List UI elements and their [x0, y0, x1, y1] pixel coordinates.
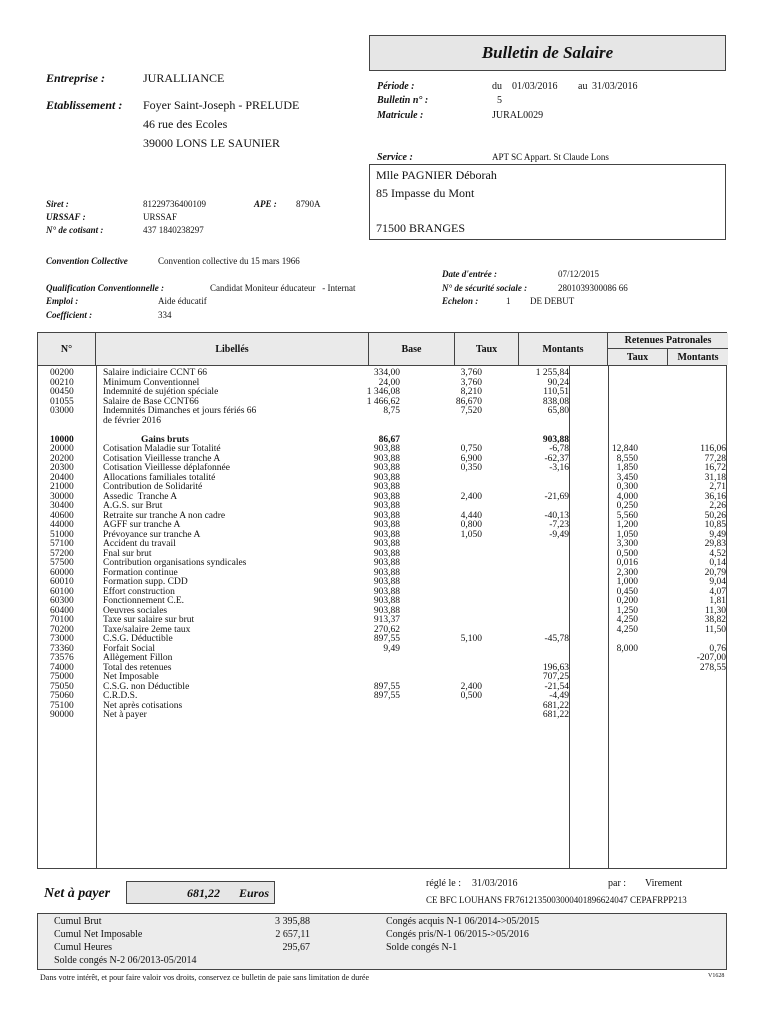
cell-mont: -62,37 [544, 453, 569, 464]
cell-lib: Effort construction [103, 586, 175, 597]
header-retenues-taux: Taux [608, 349, 668, 365]
cell-code: 75000 [50, 672, 74, 682]
table-row [38, 540, 728, 549]
cell-lib: Salaire de Base CCNT66 [103, 396, 199, 407]
cell-lib: Formation continue [103, 567, 178, 578]
cell-taux: 2,400 [460, 491, 482, 502]
etablissement-label: Etablissement : [46, 98, 123, 112]
cell-lib: Indemnité de sujétion spéciale [103, 387, 219, 397]
cell-base: 897,55 [373, 691, 400, 701]
cell-base: 903,88 [373, 463, 400, 473]
cell-lib: Cotisation Vieillesse déplafonnée [103, 463, 230, 473]
cell-base: 1 346,08 [366, 387, 400, 397]
cell-lib: Assedic Tranche A [103, 491, 178, 502]
cell-lib: Minimum Conventionnel [103, 377, 200, 388]
cell-lib: Total des retenues [103, 662, 172, 673]
salarie-name: Mlle PAGNIER Déborah [376, 168, 497, 182]
cell-lib: Allègement Fillon [103, 653, 173, 663]
etablissement-line-3: 39000 LONS LE SAUNIER [143, 136, 280, 150]
regle-value: 31/03/2016 [472, 878, 518, 889]
cell-code: 73000 [50, 634, 74, 644]
cell-code: 01055 [50, 396, 74, 407]
cell-lib: Gains bruts [103, 434, 189, 445]
emploi-value: Aide éducatif [158, 296, 207, 306]
cell-code: 51000 [50, 529, 74, 540]
cell-code: 00450 [50, 387, 74, 397]
salarie-street: 85 Impasse du Mont [376, 186, 475, 200]
cell-rtaux: 1,850 [616, 463, 638, 473]
qualification-label: Qualification Conventionnelle : [46, 283, 165, 293]
table-row [38, 407, 728, 416]
cell-base: 903,88 [373, 501, 400, 511]
cell-lib: Net après cotisations [103, 700, 183, 711]
table-row [38, 369, 728, 378]
par-label: par : [608, 878, 627, 889]
cell-base: 334,00 [373, 368, 400, 378]
cell-rmont: 11,30 [704, 605, 726, 616]
service-value: APT SC Appart. St Claude Lons [492, 152, 609, 162]
cell-code: 20300 [50, 463, 74, 473]
cell-code: 21000 [50, 482, 74, 492]
cell-code: 20200 [50, 453, 74, 464]
cell-rmont: 1,81 [709, 596, 726, 606]
etablissement-line-1: Foyer Saint-Joseph - PRELUDE [143, 98, 300, 112]
table-row [38, 426, 728, 435]
cell-lib: Fonctionnement C.E. [103, 596, 185, 606]
convention-label: Convention Collective [46, 256, 128, 266]
siret-value: 81229736400109 [143, 199, 206, 209]
header-retenues: Retenues Patronales [608, 333, 728, 349]
cell-rmont: 31,18 [704, 472, 726, 483]
cell-base: 903,88 [373, 548, 400, 559]
cell-rtaux: 0,250 [616, 501, 638, 511]
cell-lib: Prévoyance sur tranche A [103, 529, 201, 540]
cell-mont: -45,78 [544, 634, 569, 644]
footer-note: Dans votre intérêt, et pour faire valoir vos droits, conservez ce bulletin de paie sans limitation de durée [40, 973, 369, 982]
cell-base: 903,88 [373, 520, 400, 530]
periode-du-label: du [492, 81, 502, 92]
cell-mont: 681,22 [542, 710, 569, 720]
cell-code: 73576 [50, 653, 74, 663]
table-row [38, 578, 728, 587]
table-row [38, 597, 728, 606]
cell-base: 1 466,62 [366, 396, 400, 407]
cell-lib: de février 2016 [103, 415, 162, 426]
cell-rtaux: 3,450 [616, 472, 638, 483]
cell-mont: -6,78 [549, 444, 569, 454]
cell-base: 903,88 [373, 472, 400, 483]
cell-rmont: 4,52 [709, 548, 726, 559]
cotisant-label: N° de cotisant : [46, 225, 104, 235]
cell-rmont: 2,26 [709, 501, 726, 511]
cell-taux: 8,210 [460, 387, 482, 397]
cell-mont: 196,63 [542, 662, 569, 673]
cell-taux: 86,670 [455, 396, 482, 407]
cell-base: 903,88 [373, 539, 400, 549]
cell-lib: Cotisation Maladie sur Totalité [103, 444, 221, 454]
cell-rtaux: 8,000 [616, 643, 638, 654]
cell-mont: -21,69 [544, 491, 569, 502]
table-row [38, 616, 728, 625]
cell-mont: 1 255,84 [535, 368, 569, 378]
cell-lib: Net Imposable [103, 672, 159, 682]
payslip-table [37, 332, 727, 869]
cell-lib: Salaire indiciaire CCNT 66 [103, 368, 208, 378]
bank-details: CE BFC LOUHANS FR7612135003000401896624047 CEPAFRPP213 [426, 895, 687, 905]
cumul-net-label: Cumul Net Imposable [54, 929, 143, 940]
periode-au: 31/03/2016 [592, 81, 638, 92]
cell-rtaux: 8,550 [616, 453, 638, 464]
cell-rmont: 4,07 [709, 586, 726, 597]
conges-acquis: Congés acquis N-1 06/2014->05/2015 [386, 916, 540, 927]
cell-taux: 4,440 [460, 510, 482, 521]
cell-rtaux: 0,500 [616, 548, 638, 559]
echelon-value: 1 [506, 296, 511, 306]
cell-base: 903,88 [373, 567, 400, 578]
secu-value: 2801039300086 66 [558, 283, 628, 293]
ape-label: APE : [254, 199, 277, 209]
cell-rmont: 11,50 [704, 624, 726, 635]
cell-base: 903,88 [373, 444, 400, 454]
cell-lib: AGFF sur tranche A [103, 520, 181, 530]
cell-mont: -7,23 [549, 520, 569, 530]
cell-base: 903,88 [373, 453, 400, 464]
cell-rmont: 10,85 [704, 520, 726, 530]
solde-conges-n2: Solde congés N-2 06/2013-05/2014 [54, 955, 197, 966]
qualification-value: Candidat Moniteur éducateur - Internat [210, 283, 356, 293]
cell-mont: -3,16 [549, 463, 569, 473]
entreprise-value: JURALLIANCE [143, 71, 225, 85]
cell-lib: Accident du travail [103, 539, 176, 549]
cell-lib: Contribution organisations syndicales [103, 558, 247, 568]
cell-rtaux: 1,250 [616, 605, 638, 616]
cumul-brut-value: 3 395,88 [275, 916, 310, 927]
cell-taux: 6,900 [460, 453, 482, 464]
cell-base: 903,88 [373, 596, 400, 606]
table-row [38, 445, 728, 454]
salarie-city: 71500 BRANGES [376, 221, 466, 235]
periode-du: 01/03/2016 [512, 81, 558, 92]
cell-rtaux: 1,050 [616, 529, 638, 540]
cell-mont: -21,54 [544, 681, 569, 692]
cell-lib: Taxe/salaire 2eme taux [103, 624, 191, 635]
cell-lib: Indemnités Dimanches et jours fériés 66 [103, 406, 257, 416]
cell-code: 40600 [50, 510, 74, 521]
matricule-label: Matricule : [377, 110, 424, 121]
cell-rtaux: 0,016 [616, 558, 638, 568]
cell-lib: A.G.S. sur Brut [103, 501, 163, 511]
cell-mont: 903,88 [542, 434, 569, 445]
cell-code: 60000 [50, 567, 74, 578]
echelon-label: Echelon : [442, 296, 479, 306]
cell-lib: Taxe sur salaire sur brut [103, 615, 195, 625]
cell-rtaux: 4,250 [616, 624, 638, 635]
table-row [38, 673, 728, 682]
cumuls-box [37, 913, 727, 970]
conges-pris: Congés pris/N-1 06/2015->05/2016 [386, 929, 529, 940]
cell-code: 70100 [50, 615, 74, 625]
cell-taux: 5,100 [460, 634, 482, 644]
cumul-net-value: 2 657,11 [275, 929, 310, 940]
cell-rmont: 50,26 [704, 510, 726, 521]
matricule-value: JURAL0029 [492, 110, 544, 121]
service-label: Service : [377, 152, 413, 163]
cumul-brut-label: Cumul Brut [54, 916, 102, 927]
cell-mont: 65,80 [547, 406, 569, 416]
cell-mont: 707,25 [542, 672, 569, 682]
cell-code: 90000 [50, 710, 74, 720]
date-entree-value: 07/12/2015 [558, 269, 600, 279]
urssaf-label: URSSAF : [46, 212, 86, 222]
cell-rtaux: 4,250 [616, 615, 638, 625]
cell-lib: C.R.D.S. [103, 691, 138, 701]
cell-rmont: 9,04 [709, 577, 726, 587]
cell-code: 20000 [50, 444, 74, 454]
cell-rmont: 16,72 [704, 463, 726, 473]
cell-rtaux: 4,000 [616, 491, 638, 502]
secu-label: N° de sécurité sociale : [442, 283, 528, 293]
cell-mont: 110,51 [543, 387, 569, 397]
bulletin-value: 5 [497, 95, 502, 106]
table-row [38, 388, 728, 397]
periode-label: Période : [377, 81, 415, 92]
cell-rtaux: 3,300 [616, 539, 638, 549]
cell-rtaux: 12,840 [611, 444, 638, 454]
cell-code: 73360 [50, 643, 74, 654]
cell-lib: Fnal sur brut [103, 548, 152, 559]
cell-lib: Formation supp. CDD [103, 577, 188, 587]
cotisant-value: 437 1840238297 [143, 225, 204, 235]
periode-au-label: au [578, 81, 588, 92]
cell-code: 57100 [50, 539, 74, 549]
cell-lib: Allocations familiales totalité [103, 472, 216, 483]
cell-code: 10000 [50, 434, 74, 445]
header-retenues-montants: Montants [668, 349, 728, 365]
regle-label: réglé le : [426, 878, 461, 889]
cell-code: 03000 [50, 406, 74, 416]
cell-rmont: 2,71 [709, 482, 726, 492]
table-row [38, 483, 728, 492]
cell-base: 8,75 [383, 406, 400, 416]
echelon-value2: DE DEBUT [530, 296, 575, 306]
cell-code: 75060 [50, 691, 74, 701]
cell-rmont: 9,49 [709, 529, 726, 540]
table-row [38, 711, 728, 720]
coefficient-label: Coefficient : [46, 310, 93, 320]
cell-taux: 3,760 [460, 368, 482, 378]
header-taux: Taux [455, 333, 519, 365]
cell-code: 57200 [50, 548, 74, 559]
cell-base: 9,49 [383, 643, 400, 654]
cell-lib: Forfait Social [103, 643, 155, 654]
net-value: 681,22 [187, 886, 220, 900]
header-n: N° [38, 333, 96, 365]
cell-code: 30000 [50, 491, 74, 502]
net-unit: Euros [239, 886, 270, 900]
cell-base: 897,55 [373, 681, 400, 692]
cell-code: 75100 [50, 700, 74, 711]
cell-rmont: 278,55 [699, 662, 726, 673]
urssaf-value: URSSAF [143, 212, 178, 222]
table-row [38, 559, 728, 568]
cell-mont: -9,49 [549, 529, 569, 540]
cell-base: 24,00 [378, 377, 400, 388]
cell-base: 903,88 [373, 586, 400, 597]
cell-rtaux: 2,300 [616, 567, 638, 578]
ape-value: 8790A [296, 199, 321, 209]
etablissement-line-2: 46 rue des Ecoles [143, 117, 228, 131]
version-tag: V1628 [708, 973, 725, 979]
cell-code: 20400 [50, 472, 74, 483]
entreprise-label: Entreprise : [46, 71, 106, 85]
cell-code: 60300 [50, 596, 74, 606]
cell-base: 903,88 [373, 482, 400, 492]
cell-mont: -4,49 [549, 691, 569, 701]
table-row [38, 417, 728, 426]
bulletin-label: Bulletin n° : [377, 95, 429, 106]
cell-rmont: 36,16 [704, 491, 726, 502]
cell-code: 00210 [50, 377, 74, 388]
cell-base: 897,55 [373, 634, 400, 644]
cell-base: 903,88 [373, 529, 400, 540]
convention-value: Convention collective du 15 mars 1966 [158, 256, 300, 266]
cell-mont: -40,13 [544, 510, 569, 521]
header-libelles: Libellés [96, 333, 369, 365]
cell-rtaux: 0,450 [616, 586, 638, 597]
salarie-address-box [369, 164, 726, 240]
table-row [38, 692, 728, 701]
cell-lib: Retraite sur tranche A non cadre [103, 510, 226, 521]
table-row [38, 521, 728, 530]
cell-code: 60010 [50, 577, 74, 587]
cell-base: 903,88 [373, 605, 400, 616]
cumul-heures-label: Cumul Heures [54, 942, 113, 953]
cell-rmont: 77,28 [704, 453, 726, 464]
cell-rtaux: 1,200 [616, 520, 638, 530]
emploi-label: Emploi : [46, 296, 79, 306]
cell-code: 74000 [50, 662, 74, 673]
cell-taux: 0,350 [460, 463, 482, 473]
cell-base: 903,88 [373, 491, 400, 502]
siret-label: Siret : [46, 199, 69, 209]
table-row [38, 654, 728, 663]
cell-taux: 2,400 [460, 681, 482, 692]
cell-rmont: 0,76 [709, 643, 726, 654]
cell-rtaux: 0,200 [616, 596, 638, 606]
cell-taux: 0,500 [460, 691, 482, 701]
cell-base: 86,67 [378, 434, 400, 445]
cell-lib: C.S.G. non Déductible [103, 681, 190, 692]
cell-code: 60100 [50, 586, 74, 597]
cell-base: 270,62 [373, 624, 400, 635]
cell-rmont: 20,79 [704, 567, 726, 578]
cell-rmont: 116,06 [700, 444, 726, 454]
cell-code: 44000 [50, 520, 74, 530]
cell-rmont: 29,83 [704, 539, 726, 549]
cell-code: 00200 [50, 368, 74, 378]
header-base: Base [369, 333, 455, 365]
header-montants: Montants [519, 333, 608, 365]
table-row [38, 464, 728, 473]
cell-taux: 1,050 [460, 529, 482, 540]
date-entree-label: Date d'entrée : [442, 269, 497, 279]
cell-code: 75050 [50, 681, 74, 692]
net-label: Net à payer [44, 886, 111, 901]
cell-base: 903,88 [373, 558, 400, 568]
cell-taux: 3,760 [460, 377, 482, 388]
cell-taux: 7,520 [460, 406, 482, 416]
net-box [126, 881, 275, 904]
cell-lib: C.S.G. Déductible [103, 634, 173, 644]
cell-lib: Contribution de Solidarité [103, 482, 203, 492]
document-title: Bulletin de Salaire [369, 35, 726, 71]
cell-rtaux: 5,560 [616, 510, 638, 521]
cell-code: 30400 [50, 501, 74, 511]
cell-rmont: 0,14 [709, 558, 726, 568]
cell-rmont: -207,00 [696, 653, 726, 663]
cumul-heures-value: 295,67 [282, 942, 310, 953]
cell-base: 903,88 [373, 510, 400, 521]
cell-mont: 838,08 [542, 396, 569, 407]
table-row [38, 502, 728, 511]
cell-code: 57500 [50, 558, 74, 568]
cell-lib: Cotisation Vieillesse tranche A [103, 453, 221, 464]
cell-code: 70200 [50, 624, 74, 635]
cell-mont: 90,24 [547, 377, 569, 388]
cell-rtaux: 0,300 [616, 482, 638, 492]
table-row [38, 635, 728, 644]
cell-rmont: 38,82 [704, 615, 726, 625]
par-value: Virement [645, 878, 683, 889]
cell-lib: Net à payer [103, 710, 147, 720]
cell-base: 903,88 [373, 577, 400, 587]
cell-taux: 0,800 [460, 520, 482, 530]
cell-lib: Oeuvres sociales [103, 605, 168, 616]
solde-conges-n1: Solde congés N-1 [386, 942, 458, 953]
cell-mont: 681,22 [542, 700, 569, 711]
cell-base: 913,37 [373, 615, 400, 625]
coefficient-value: 334 [158, 310, 172, 320]
cell-rtaux: 1,000 [616, 577, 638, 587]
cell-code: 60400 [50, 605, 74, 616]
cell-taux: 0,750 [460, 444, 482, 454]
